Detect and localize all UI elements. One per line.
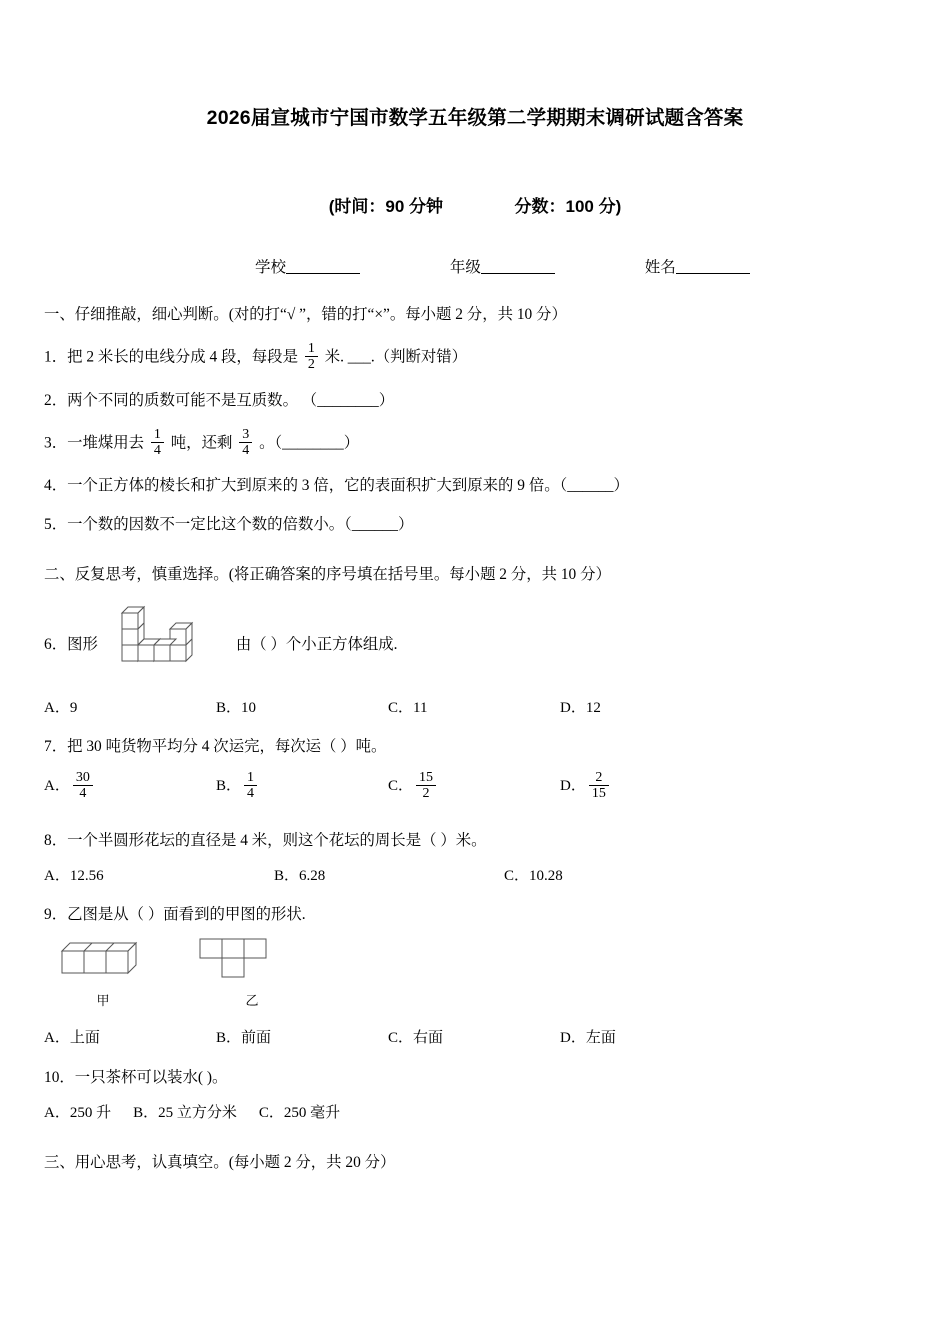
grade-blank[interactable] — [481, 259, 555, 274]
question-7-option-d[interactable]: D． $\frac{2}{15}$ — [560, 771, 732, 803]
question-9-number: 9． — [44, 905, 68, 923]
question-6-option-d[interactable]: D．12 — [560, 699, 601, 716]
question-10-option-a[interactable]: A．250 升 — [44, 1104, 112, 1121]
student-fields — [0, 255, 950, 277]
question-1-text-before: 把 2 米长的电线分成 4 段，每段是 — [67, 348, 298, 366]
page-title: 2026届宣城市宁国市数学五年级第二学期期末调研试题含答案 — [206, 107, 744, 129]
question-3-fraction-a — [151, 427, 164, 459]
question-2-text: 两个不同的质数可能不是互质数。 （________） — [67, 391, 395, 409]
grade-field — [450, 255, 555, 277]
question-7-text: 把 30 吨货物平均分 4 次运完，每次运（ ）吨。 — [67, 738, 387, 756]
question-3-number: 3． — [44, 433, 68, 451]
question-2-number: 2． — [44, 391, 68, 409]
question-10-options — [44, 1102, 906, 1125]
question-6 — [44, 605, 906, 685]
name-label: 姓名 — [644, 259, 676, 276]
question-7-options — [44, 771, 906, 803]
question-9-options — [44, 1027, 906, 1050]
figure-jia — [58, 935, 148, 1011]
question-4 — [44, 474, 906, 498]
question-7-option-b[interactable]: B． $\frac{1}{4}$ — [216, 771, 388, 803]
name-blank[interactable] — [676, 259, 750, 274]
section-2-heading: 二、反复思考，慎重选择。(将正确答案的序号填在括号里。每小题 2 分，共 10 分） — [44, 566, 611, 584]
question-7-number: 7． — [44, 738, 68, 756]
school-field — [255, 255, 360, 277]
question-3 — [44, 428, 906, 460]
question-6-option-c[interactable]: C．11 — [388, 699, 428, 716]
question-9 — [44, 903, 906, 927]
question-6-tail: 由（ ）个小正方体组成. — [235, 635, 398, 653]
q3-frac-b-num: 3 — [239, 427, 252, 443]
school-label: 学校 — [255, 259, 287, 276]
question-1 — [44, 342, 906, 374]
exam-content — [0, 303, 950, 1175]
question-5-number: 5． — [44, 516, 68, 534]
question-10 — [44, 1066, 906, 1090]
question-9-text: 乙图是从（ ）面看到的甲图的形状. — [67, 905, 306, 923]
question-3-text-c: 。（________） — [259, 433, 360, 451]
question-8-option-a[interactable]: A．12.56 — [44, 867, 104, 884]
question-8 — [44, 829, 906, 853]
question-1-number: 1． — [44, 348, 68, 366]
question-10-option-b[interactable]: B．25 立方分米 — [133, 1104, 237, 1121]
name-field — [645, 255, 750, 277]
question-9-option-b[interactable]: B．前面 — [216, 1029, 272, 1046]
exam-score-label: 分数：100 分) — [514, 197, 622, 216]
question-8-option-b[interactable]: B．6.28 — [274, 867, 326, 884]
figure-yi — [196, 935, 286, 1011]
question-10-option-c[interactable]: C．250 毫升 — [258, 1104, 341, 1121]
question-7-option-a[interactable]: A． $\frac{30}{4}$ — [44, 771, 216, 803]
question-10-number: 10． — [44, 1068, 75, 1086]
question-8-options — [44, 865, 906, 888]
figure-yi-caption: 乙 — [245, 992, 259, 1008]
question-6-number: 6． — [44, 635, 68, 653]
exam-time-label: (时间：90 分钟 — [328, 197, 444, 216]
question-9-figures — [44, 935, 906, 1011]
question-5-text: 一个数的因数不一定比这个数的倍数小。（______） — [67, 516, 414, 534]
question-8-text: 一个半圆形花坛的直径是 4 米，则这个花坛的周长是（ ）米。 — [67, 831, 487, 849]
q3-frac-a-den: 4 — [153, 442, 161, 458]
section-1-heading: 一、仔细推敲，细心判断。(对的打“√ ”，错的打“×”。每小题 2 分，共 10 分） — [44, 306, 567, 323]
question-6-lead: 图形 — [67, 635, 98, 653]
question-4-number: 4． — [44, 477, 68, 495]
exam-info — [0, 192, 950, 217]
question-9-option-c[interactable]: C．右面 — [388, 1029, 444, 1046]
section-3-heading: 三、用心思考，认真填空。(每小题 2 分，共 20 分） — [44, 1154, 396, 1172]
question-3-fraction-b — [239, 427, 252, 459]
question-1-text-after: 米. ___.（判断对错） — [324, 348, 468, 366]
question-10-text: 一只茶杯可以装水( )。 — [74, 1068, 228, 1086]
figure-jia-caption: 甲 — [96, 992, 110, 1008]
question-9-option-d[interactable]: D．左面 — [560, 1029, 616, 1046]
school-blank[interactable] — [286, 259, 360, 274]
question-1-fraction: $\frac{1}{2}$ — [305, 341, 318, 373]
question-6-option-a[interactable]: A．9 — [44, 699, 78, 716]
question-9-option-a[interactable]: A．上面 — [44, 1029, 100, 1046]
q3-frac-a-num: 1 — [151, 427, 164, 443]
question-7 — [44, 735, 906, 759]
question-8-option-c[interactable]: C．10.28 — [504, 867, 563, 884]
q3-frac-b-den: 4 — [242, 442, 250, 458]
question-7-option-c[interactable]: C． $\frac{15}{2}$ — [388, 771, 560, 803]
cube-stack-figure — [108, 605, 228, 685]
question-5 — [44, 513, 906, 537]
question-3-text-b: 吨，还剩 — [170, 433, 233, 451]
grade-label: 年级 — [449, 259, 481, 276]
question-4-text: 一个正方体的棱长和扩大到原来的 3 倍，它的表面积扩大到原来的 9 倍。（______） — [67, 477, 629, 495]
question-6-option-b[interactable]: B．10 — [216, 699, 257, 716]
question-6-options — [44, 697, 906, 720]
question-3-text-a: 一堆煤用去 — [67, 433, 145, 451]
question-2 — [44, 389, 906, 413]
question-8-number: 8． — [44, 831, 68, 849]
